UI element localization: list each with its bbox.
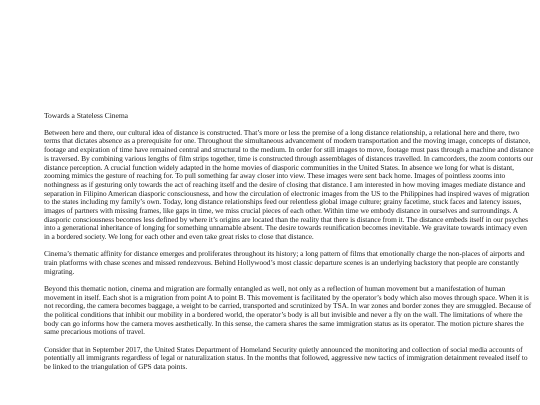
paragraph-4: Consider that in September 2017, the United States Department of Homeland Security quietly announced the monitoring and collection of social media accounts of potentially all immigrants regardless of legal or naturalization status. In the months that followed, aggressive new tactics of immigration detainment revealed itself to be linked to the triangulation of GPS data points. — [44, 344, 528, 372]
paragraph-2: Cinema’s thematic affinity for distance emerges and proliferates throughout its history; a long pattern of films that emotionally charge the non-places of airports and train platforms with chase scenes and missed rendezvous. Behind Hollywood’s most classic departure scenes is an underlying backstory that people are constantly migrating. — [44, 249, 525, 276]
paragraph-1: Between here and there, our cultural idea of distance is constructed. That’s more or less the premise of a long distance relationship, a relational here and there, two terms that dictates absence as a prerequisite for one. Throughout the simultaneous advancement of modern transportation and the moving image, concepts of distance, footage and expiration of time have remained central and structural to the medium. In order for still images to move, footage must pass through a machine and distance is traversed. By combining various lengths of film strips together, time is constructed through assemblages of distances travelled. In camcorders, the zoom contorts our distance perception. A crucial function widely adapted in the home movies of diasporic communities in the United States. In absence we long for what is distant, zooming mimics the gesture of reaching for. To pull something far away closer into view. These images were sent back home. Images of pointless zooms into nothingness as if gesturing only towards the act of reaching itself and the desire of closing that distance. I am interested in how moving images mediate distance and separation in Filipino American diasporic consciousness, and how the circulation of electronic images from the US to the Philippines had inspired waves of migration to the states including my family’s own. Today, long distance relationships feed our relentless global image culture; grainy facetime, stuck faces and latency issues, images of partners with missing frames, like gaps in time, we miss crucial pieces of each other. Within time we embody distance in ourselves and surroundings. A diasporic consciousness becomes less defined by where it’s origins are located than the reality that there is distance from it. The distance embeds itself in our psyches into a generational inheritance of longing for something unnamable absent. The desire towards reunification becomes inevitable. We gravitate towards intimacy even in a bordered society. We long for each other and even take great risks to close that distance. — [44, 127, 534, 242]
document-title: Towards a Stateless Cinema — [44, 111, 128, 120]
document-body — [44, 112, 534, 380]
paragraph-3: Beyond this thematic notion, cinema and migration are formally entangled as well, not only as a reflection of human movement but a manifestation of human movement in itself. Each shot is a migration from point A to point B. This movement is facilitated by the operator’s body which also moves through space. When it is not recording, the camera becomes baggage, a weight to be carried, transported and scrutinized by TSA. In war zones and border zones they are smuggled. Because of the political conditions that inhibit our mobility in a bordered world, the operator’s body is all but invisible and never a fly on the wall. The limitations of where the body can go informs how the camera moves aesthetically. In this sense, the camera shares the same immigration status as its operator. The motion picture shares the same precarious motions of travel. — [44, 283, 532, 337]
